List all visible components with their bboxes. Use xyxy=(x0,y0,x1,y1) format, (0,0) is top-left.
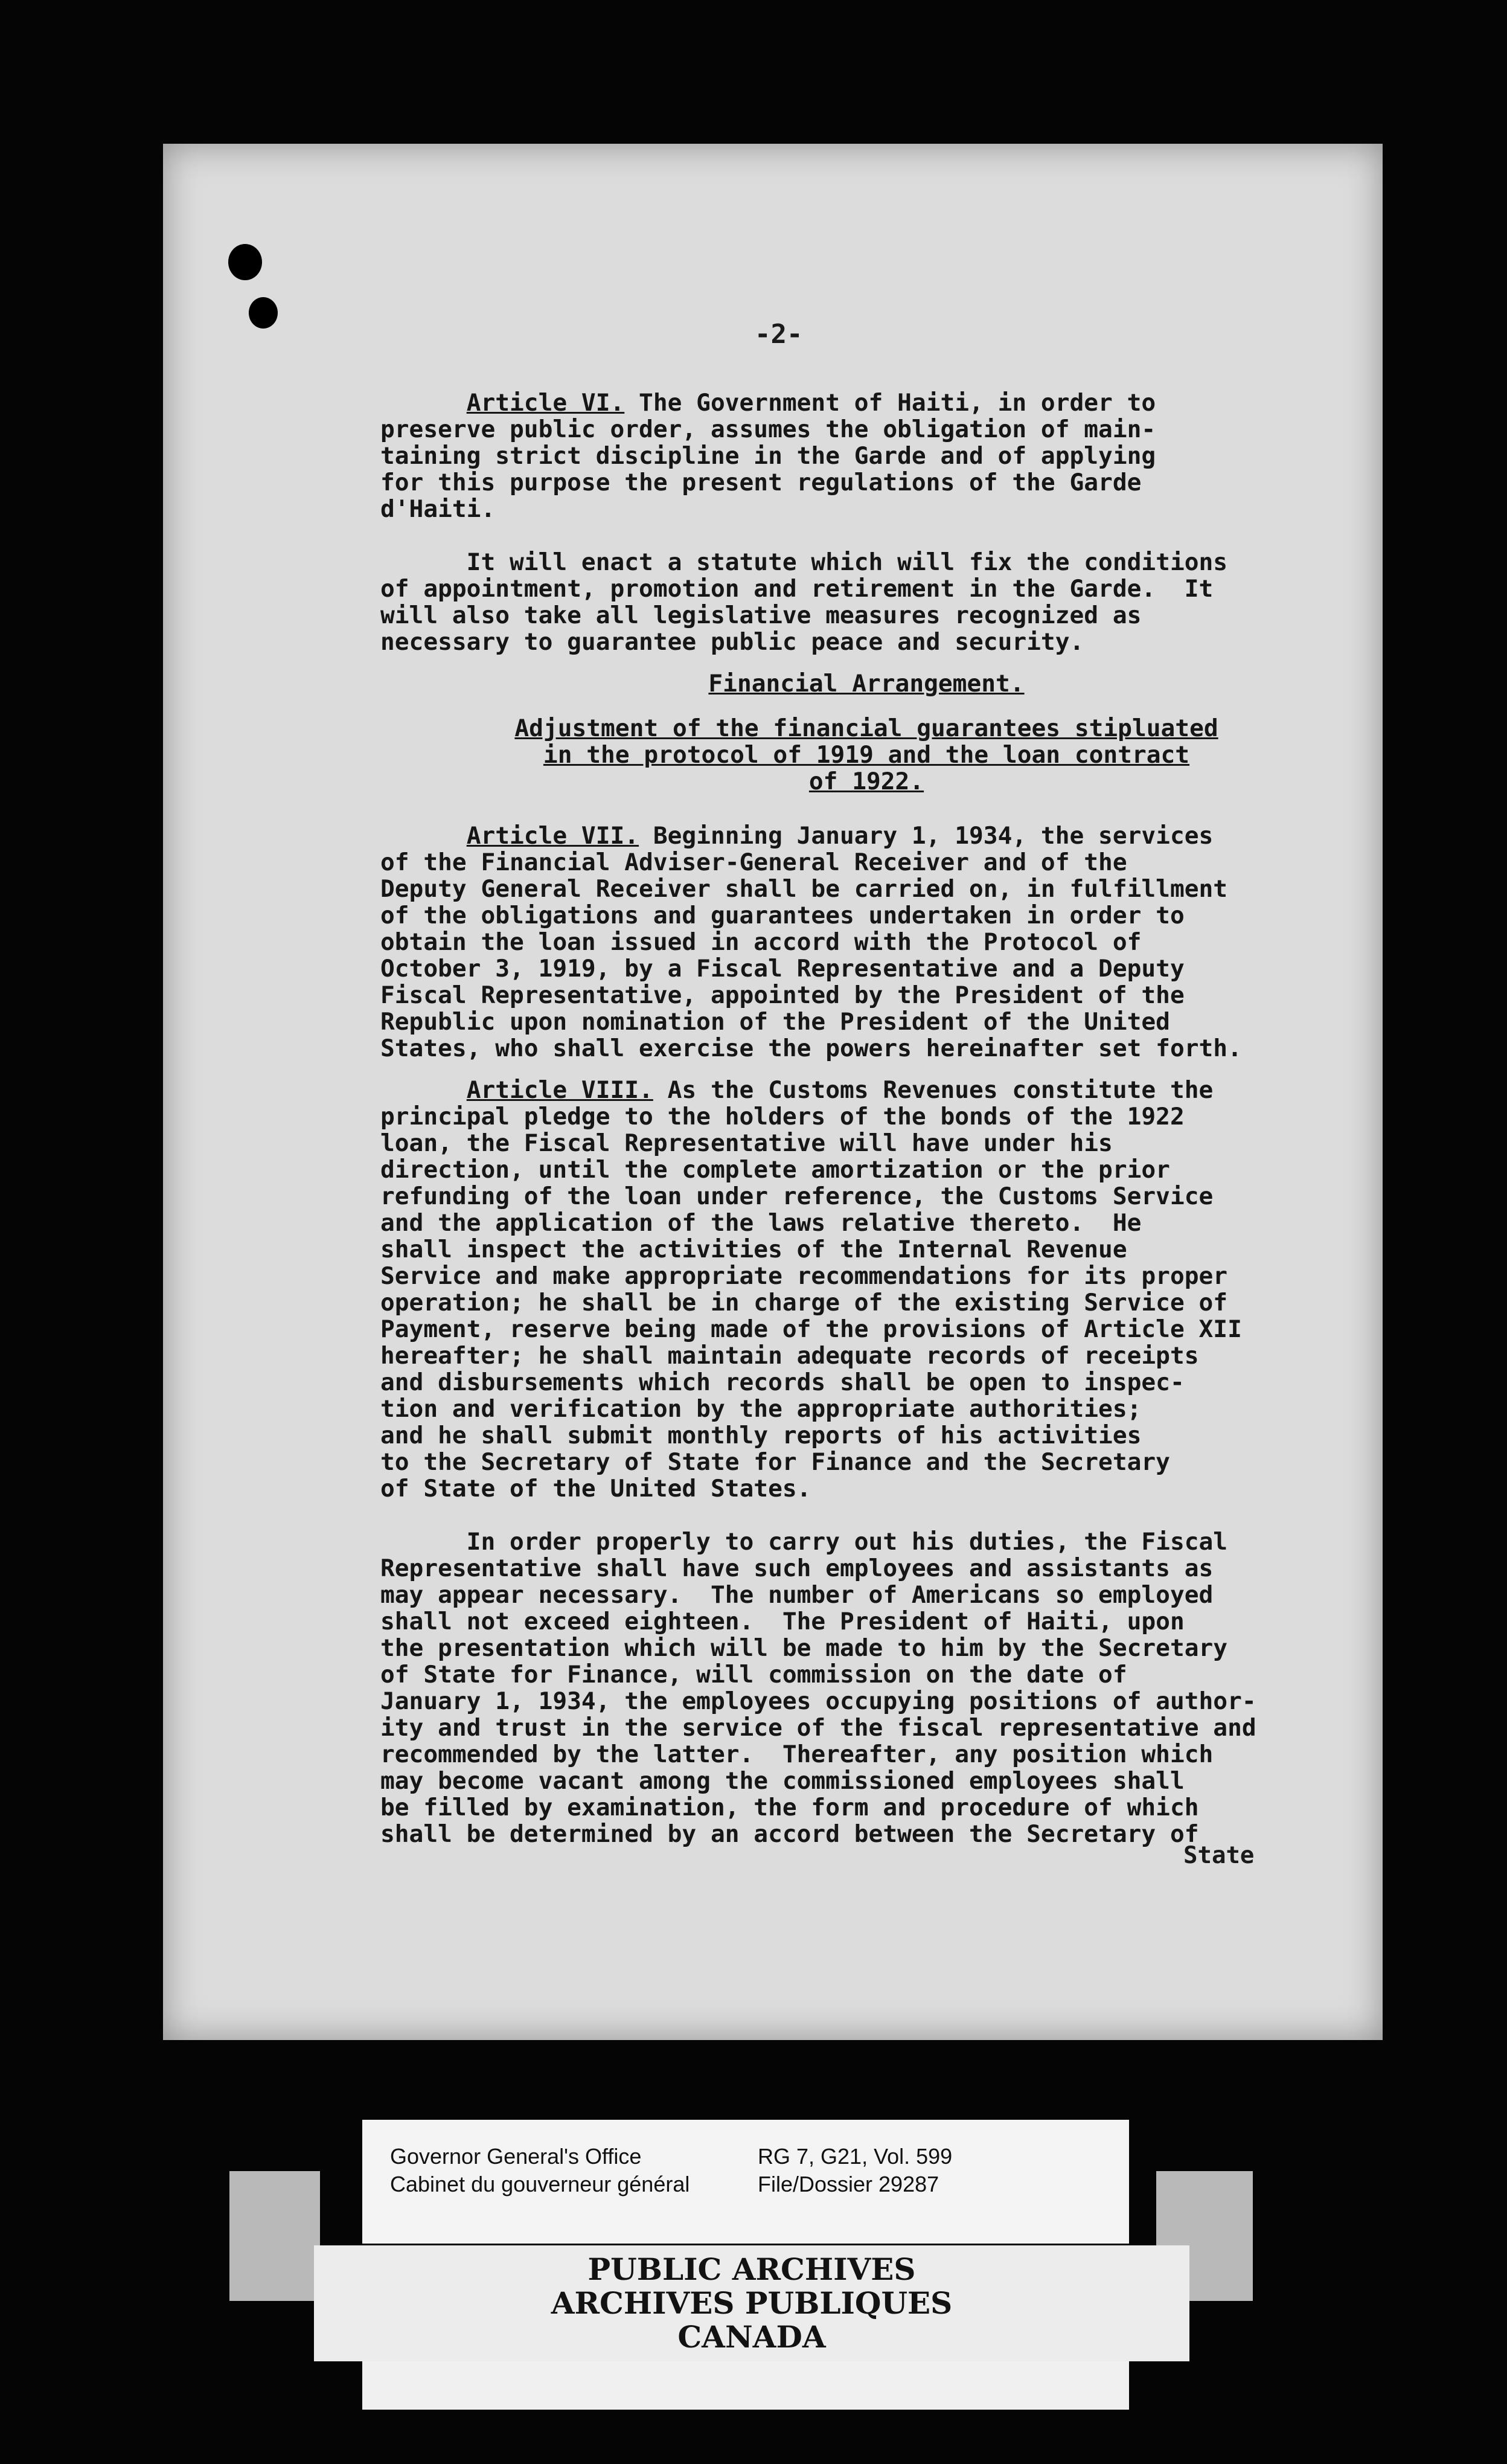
article-8-line: and he shall submit monthly reports of his activities xyxy=(380,1422,1142,1449)
article-6-heading: Article VI. xyxy=(466,389,625,417)
financial-title: Financial Arrangement. xyxy=(708,670,1025,698)
article-7-first-line xyxy=(380,823,1316,849)
page-number: -2- xyxy=(755,319,803,350)
article-8-line: hereafter; he shall maintain adequate records of receipts xyxy=(380,1342,1199,1370)
financial-subtitle-line: in the protocol of 1919 and the loan contract xyxy=(543,741,1190,769)
article-8-para2-line: shall be determined by an accord between the Secretary of xyxy=(380,1820,1199,1848)
article-6-line: preserve public order, assumes the obligation of main- xyxy=(380,415,1156,443)
catchword: State xyxy=(1183,1842,1255,1869)
file-number: File/Dossier 29287 xyxy=(758,2172,939,2196)
punch-hole-top xyxy=(228,244,262,280)
article-7-line: Deputy General Receiver shall be carried on, in fulfillment xyxy=(380,875,1228,903)
binder-clip-left xyxy=(229,2171,320,2301)
article-8-heading: Article VIII. xyxy=(466,1076,653,1104)
article-8-para2-line: Representative shall have such employees and assistants as xyxy=(380,1554,1214,1582)
office-english: Governor General's Office xyxy=(390,2144,642,2169)
article-8-line: principal pledge to the holders of the bonds of the 1922 xyxy=(380,1103,1185,1131)
archive-reference-label xyxy=(362,2120,1129,2244)
archive-office xyxy=(390,2143,690,2198)
archive-label-bottom-strip xyxy=(362,2361,1129,2410)
financial-subtitle-line: of 1922. xyxy=(808,768,924,795)
article-6-para2-line: of appointment, promotion and retirement in the Garde. It xyxy=(380,575,1214,603)
article-7-line: States, who shall exercise the powers hereinafter set forth. xyxy=(380,1035,1242,1062)
article-7-line: Republic upon nomination of the President of the United xyxy=(380,1008,1170,1036)
article-8-line: and the application of the laws relative thereto. He xyxy=(380,1209,1142,1237)
article-8-para2-line: be filled by examination, the form and procedure of which xyxy=(380,1794,1199,1821)
article-6-para2-line: It will enact a statute which will fix the conditions xyxy=(380,548,1228,576)
article-7-heading: Article VII. xyxy=(466,822,639,850)
article-8-line: loan, the Fiscal Representative will have under his xyxy=(380,1129,1113,1157)
article-7-line: obtain the loan issued in accord with the Protocol of xyxy=(380,928,1142,956)
stamp-line-2: ARCHIVES PUBLIQUES xyxy=(551,2285,953,2321)
article-7-first-text: Beginning January 1, 1934, the services xyxy=(639,822,1214,850)
financial-subtitle-line: Adjustment of the financial guarantees stipluated xyxy=(514,714,1218,742)
stamp-line-1: PUBLIC ARCHIVES xyxy=(587,2251,916,2287)
article-8-para2-line: the presentation which will be made to him by the Secretary xyxy=(380,1634,1228,1662)
article-6-para2-line: will also take all legislative measures recognized as xyxy=(380,602,1142,629)
article-8-para2-line: of State for Finance, will commission on the date of xyxy=(380,1661,1127,1689)
article-7-line: Fiscal Representative, appointed by the President of the xyxy=(380,981,1185,1009)
article-8-first-line xyxy=(380,1077,1316,1103)
stamp-line-3: CANADA xyxy=(677,2319,826,2355)
record-group: RG 7, G21, Vol. 599 xyxy=(758,2144,953,2169)
article-8-para2-line: shall not exceed eighteen. The President of Haiti, upon xyxy=(380,1608,1185,1635)
archives-stamp xyxy=(314,2245,1189,2361)
article-8-para2-line: ity and trust in the service of the fiscal representative and xyxy=(380,1714,1256,1742)
article-8-line: refunding of the loan under reference, the Customs Service xyxy=(380,1182,1214,1210)
article-7-section xyxy=(380,823,1316,1062)
punch-hole-bottom xyxy=(249,297,278,329)
article-7-line: of the Financial Adviser-General Receiver and of the xyxy=(380,849,1127,876)
article-7-line: October 3, 1919, by a Fiscal Representative and a Deputy xyxy=(380,955,1185,983)
article-6-para2-line: necessary to guarantee public peace and security. xyxy=(380,628,1084,656)
article-8-para2-line: recommended by the latter. Thereafter, any position which xyxy=(380,1741,1214,1768)
article-6-first-line xyxy=(380,390,1316,416)
article-8-para2-line: In order properly to carry out his duties, the Fiscal xyxy=(380,1528,1228,1556)
article-8-line: Service and make appropriate recommendations for its proper xyxy=(380,1262,1228,1290)
article-8-line: tion and verification by the appropriate authorities; xyxy=(380,1395,1142,1423)
article-8-line: Payment, reserve being made of the provisions of Article XII xyxy=(380,1315,1242,1343)
article-8-line: direction, until the complete amortization or the prior xyxy=(380,1156,1170,1184)
financial-heading xyxy=(423,670,1310,795)
archive-reference xyxy=(758,2143,952,2198)
article-8-line: and disbursements which records shall be open to inspec- xyxy=(380,1368,1185,1396)
article-8-line: of State of the United States. xyxy=(380,1475,811,1503)
article-8-section xyxy=(380,1077,1316,1847)
article-8-first-text: As the Customs Revenues constitute the xyxy=(653,1076,1214,1104)
article-6-line: for this purpose the present regulations of the Garde xyxy=(380,469,1142,496)
archives-stamp-text xyxy=(314,2253,1189,2354)
article-6-line: taining strict discipline in the Garde and of applying xyxy=(380,442,1156,470)
article-6-first-text: The Government of Haiti, in order to xyxy=(624,389,1156,417)
article-8-para2-line: may become vacant among the commissioned employees shall xyxy=(380,1767,1185,1795)
article-8-para2-line: may appear necessary. The number of Americans so employed xyxy=(380,1581,1214,1609)
article-7-line: of the obligations and guarantees undertaken in order to xyxy=(380,902,1185,929)
article-8-line: to the Secretary of State for Finance and the Secretary xyxy=(380,1448,1170,1476)
article-8-line: shall inspect the activities of the Internal Revenue xyxy=(380,1236,1127,1263)
article-6-section xyxy=(380,390,1316,655)
article-6-line: d'Haiti. xyxy=(380,495,496,523)
article-8-line: operation; he shall be in charge of the existing Service of xyxy=(380,1289,1228,1317)
office-french: Cabinet du gouverneur général xyxy=(390,2172,690,2196)
article-8-para2-line: January 1, 1934, the employees occupying positions of author- xyxy=(380,1687,1256,1715)
